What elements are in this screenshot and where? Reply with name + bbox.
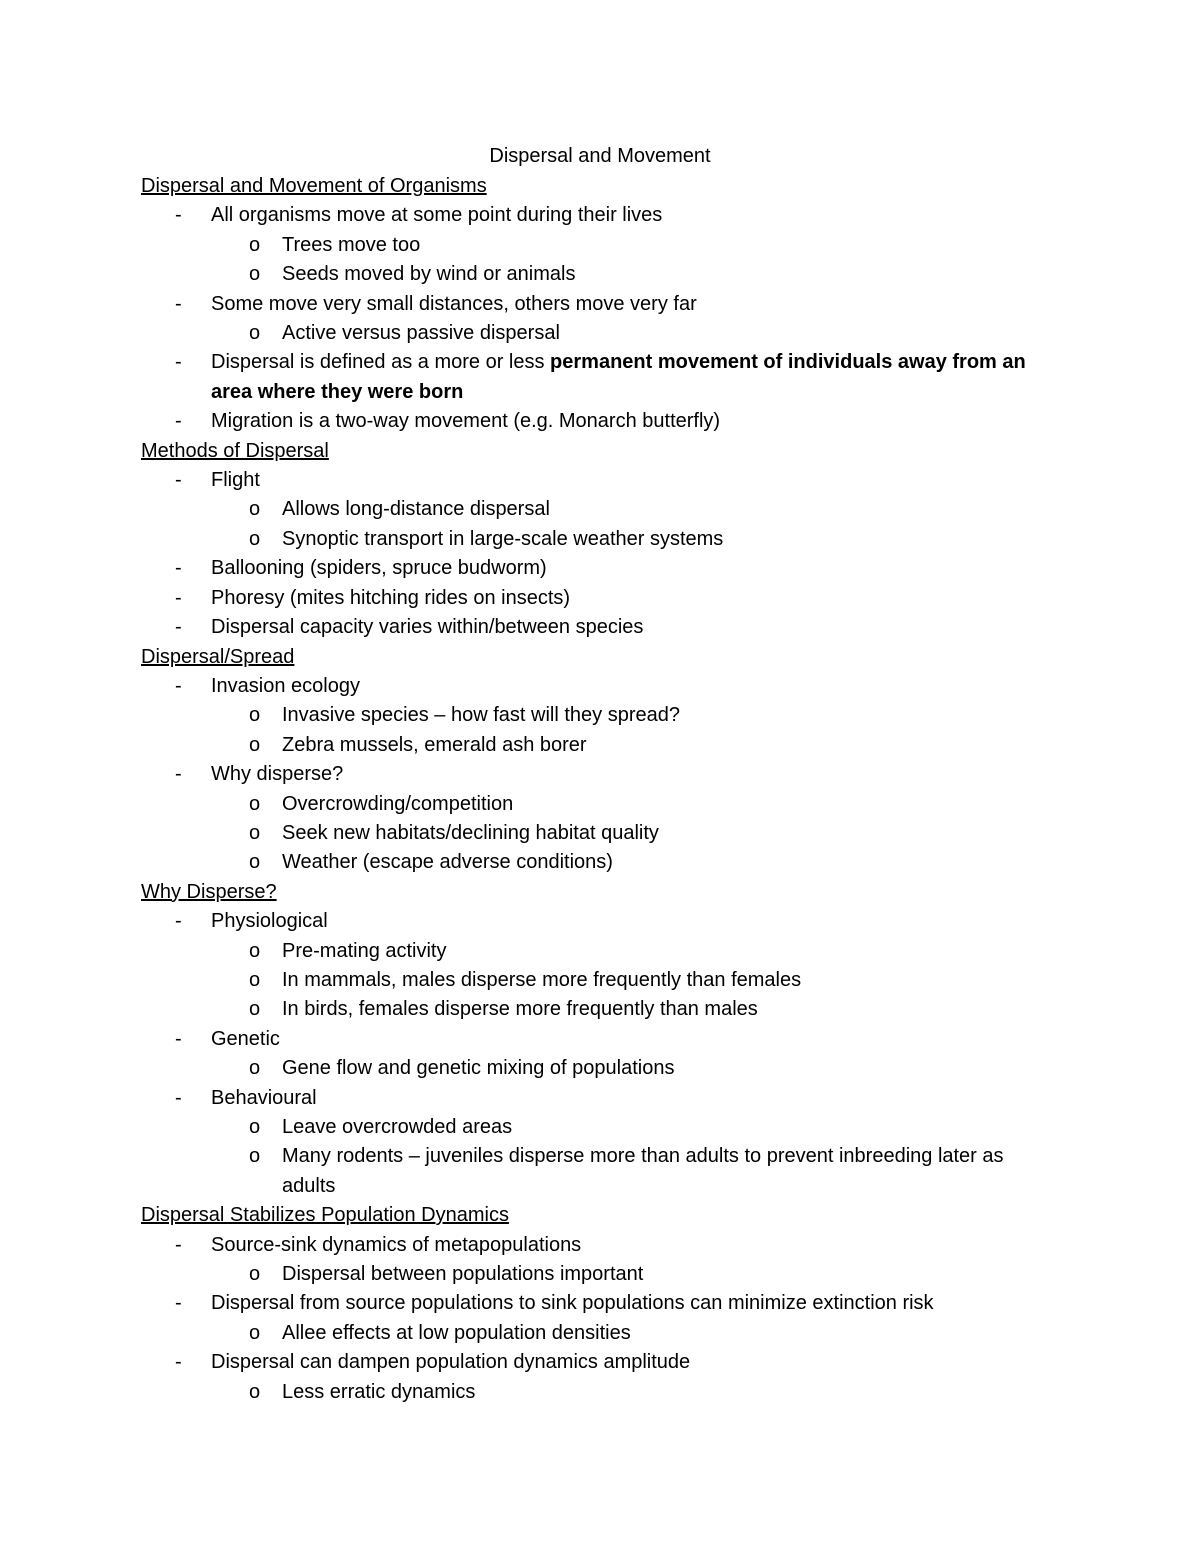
bullet-item [141, 201, 1051, 230]
sub-bullet-text: Leave overcrowded areas [282, 1116, 513, 1138]
sub-bullet-item [141, 819, 1051, 848]
bullet-item [141, 613, 1051, 642]
sub-bullet-text: Seeds moved by wind or animals [282, 263, 576, 286]
circle-bullet-marker: o [249, 704, 261, 727]
sub-bullet-item [141, 495, 1051, 524]
sub-bullet-item [141, 848, 1051, 877]
sub-bullet-item [141, 790, 1051, 819]
sub-bullet-text: Allee effects at low population densities [282, 1321, 631, 1344]
circle-bullet-marker: o [249, 1380, 261, 1403]
circle-bullet-marker: o [249, 1321, 261, 1344]
sub-bullet-item [141, 319, 1051, 348]
sub-bullet-text: Gene flow and genetic mixing of populations [282, 1057, 675, 1080]
sub-bullet-text: Pre-mating activity [282, 939, 447, 962]
sub-bullet-item [141, 260, 1051, 289]
dash-bullet-marker: - [175, 292, 182, 315]
sub-bullet-text: Invasive species – how fast will they spread? [282, 704, 680, 727]
sub-bullet-item [141, 1054, 1051, 1083]
sub-bullet-text: In birds, females disperse more frequently than males [282, 998, 758, 1021]
bullet-item [141, 584, 1051, 613]
dash-bullet-marker: - [175, 410, 182, 433]
dash-bullet-marker: - [175, 1351, 182, 1374]
bullet-text: Dispersal can dampen population dynamics amplitude [211, 1351, 691, 1374]
circle-bullet-marker: o [249, 821, 261, 844]
dash-bullet-marker: - [175, 763, 182, 786]
sub-bullet-item [141, 1113, 1051, 1142]
sub-bullet-text: Active versus passive dispersal [282, 322, 560, 345]
sub-bullet-text: Weather (escape adverse conditions) [282, 851, 613, 874]
bullet-text: Some move very small distances, others move very far [211, 292, 697, 315]
bullet-text: Dispersal capacity varies within/between species [211, 616, 644, 639]
sub-bullet-text: Trees move too [282, 233, 421, 256]
dash-bullet-marker: - [175, 616, 182, 639]
bullet-item [141, 907, 1051, 936]
bullet-item [141, 1289, 1051, 1318]
bullet-text: Source-sink dynamics of metapopulations [211, 1233, 582, 1256]
dash-bullet-marker: - [175, 351, 182, 374]
sub-bullet-item [141, 731, 1051, 760]
circle-bullet-marker: o [249, 1145, 261, 1168]
circle-bullet-marker: o [249, 998, 261, 1021]
bullet-text: Phoresy (mites hitching rides on insects) [211, 586, 571, 609]
bullet-text: Genetic [211, 1027, 280, 1050]
circle-bullet-marker: o [249, 322, 261, 345]
circle-bullet-marker: o [249, 792, 261, 815]
bullet-text: Migration is a two-way movement (e.g. Monarch butterfly) [211, 410, 721, 433]
bullet-item [141, 348, 1051, 407]
sub-bullet-item [141, 1260, 1051, 1289]
dash-bullet-marker: - [175, 910, 182, 933]
bullet-text: Behavioural [211, 1086, 317, 1109]
circle-bullet-marker: o [249, 1263, 261, 1286]
bullet-text: Invasion ecology [211, 674, 360, 697]
bullet-item [141, 760, 1051, 789]
circle-bullet-marker: o [249, 733, 261, 756]
bullet-text: Dispersal from source populations to sink populations can minimize extinction risk [211, 1292, 934, 1315]
circle-bullet-marker: o [249, 263, 261, 286]
bullet-text: Why disperse? [211, 763, 344, 786]
sub-bullet-text: Zebra mussels, emerald ash borer [282, 733, 587, 756]
bullet-item [141, 466, 1051, 495]
sub-bullet-item [141, 995, 1051, 1024]
sub-bullet-text: Dispersal between populations important [282, 1263, 644, 1286]
section-heading: Dispersal and Movement of Organisms [141, 175, 487, 197]
document-body [141, 172, 1051, 1407]
bullet-text: All organisms move at some point during their lives [211, 204, 663, 227]
circle-bullet-marker: o [249, 1057, 261, 1080]
sub-bullet-text: Seek new habitats/declining habitat quality [282, 821, 659, 844]
bullet-item [141, 1231, 1051, 1260]
bullet-text: Ballooning (spiders, spruce budworm) [211, 557, 547, 580]
dash-bullet-marker: - [175, 1233, 182, 1256]
bullet-item [141, 1084, 1051, 1113]
dash-bullet-marker: - [175, 204, 182, 227]
circle-bullet-marker: o [249, 968, 261, 991]
dash-bullet-marker: - [175, 557, 182, 580]
circle-bullet-marker: o [249, 527, 261, 550]
bullet-text: Flight [211, 469, 260, 492]
circle-bullet-marker: o [249, 939, 261, 962]
bullet-item [141, 672, 1051, 701]
bullet-item [141, 407, 1051, 436]
bullet-item [141, 1025, 1051, 1054]
sub-bullet-text: Less erratic dynamics [282, 1380, 476, 1403]
dash-bullet-marker: - [175, 1027, 182, 1050]
circle-bullet-marker: o [249, 498, 261, 521]
sub-bullet-item [141, 701, 1051, 730]
sub-bullet-text: Overcrowding/competition [282, 792, 514, 815]
dash-bullet-marker: - [175, 586, 182, 609]
sub-bullet-item [141, 525, 1051, 554]
sub-bullet-item [141, 1319, 1051, 1348]
sub-bullet-text: In mammals, males disperse more frequently than females [282, 968, 802, 991]
sub-bullet-item [141, 231, 1051, 260]
section-heading: Why Disperse? [141, 880, 277, 903]
bullet-item [141, 1348, 1051, 1377]
bullet-text: Dispersal is defined as a more or less [211, 351, 551, 374]
sub-bullet-item [141, 1378, 1051, 1407]
document-title: Dispersal and Movement [489, 145, 711, 167]
sub-bullet-text: Allows long-distance dispersal [282, 498, 550, 521]
circle-bullet-marker: o [249, 851, 261, 874]
sub-bullet-text: Many rodents – juveniles disperse more than adults to prevent inbreeding later as adults [282, 1145, 1004, 1197]
circle-bullet-marker: o [249, 1116, 261, 1138]
bullet-item [141, 290, 1051, 319]
sub-bullet-text: Synoptic transport in large-scale weather systems [282, 527, 724, 550]
sub-bullet-item [141, 1142, 1051, 1201]
dash-bullet-marker: - [175, 674, 182, 697]
bullet-text: Physiological [211, 910, 328, 933]
bullet-item [141, 554, 1051, 583]
section-heading: Dispersal/Spread [141, 645, 295, 668]
dash-bullet-marker: - [175, 469, 182, 492]
section-heading: Methods of Dispersal [141, 439, 329, 462]
dash-bullet-marker: - [175, 1086, 182, 1109]
sub-bullet-item [141, 937, 1051, 966]
bullet-bold-text: permanent movement of individuals away from an area where they were born [211, 351, 1026, 403]
dash-bullet-marker: - [175, 1292, 182, 1315]
circle-bullet-marker: o [249, 233, 261, 256]
section-heading: Dispersal Stabilizes Population Dynamics [141, 1204, 509, 1227]
sub-bullet-item [141, 966, 1051, 995]
